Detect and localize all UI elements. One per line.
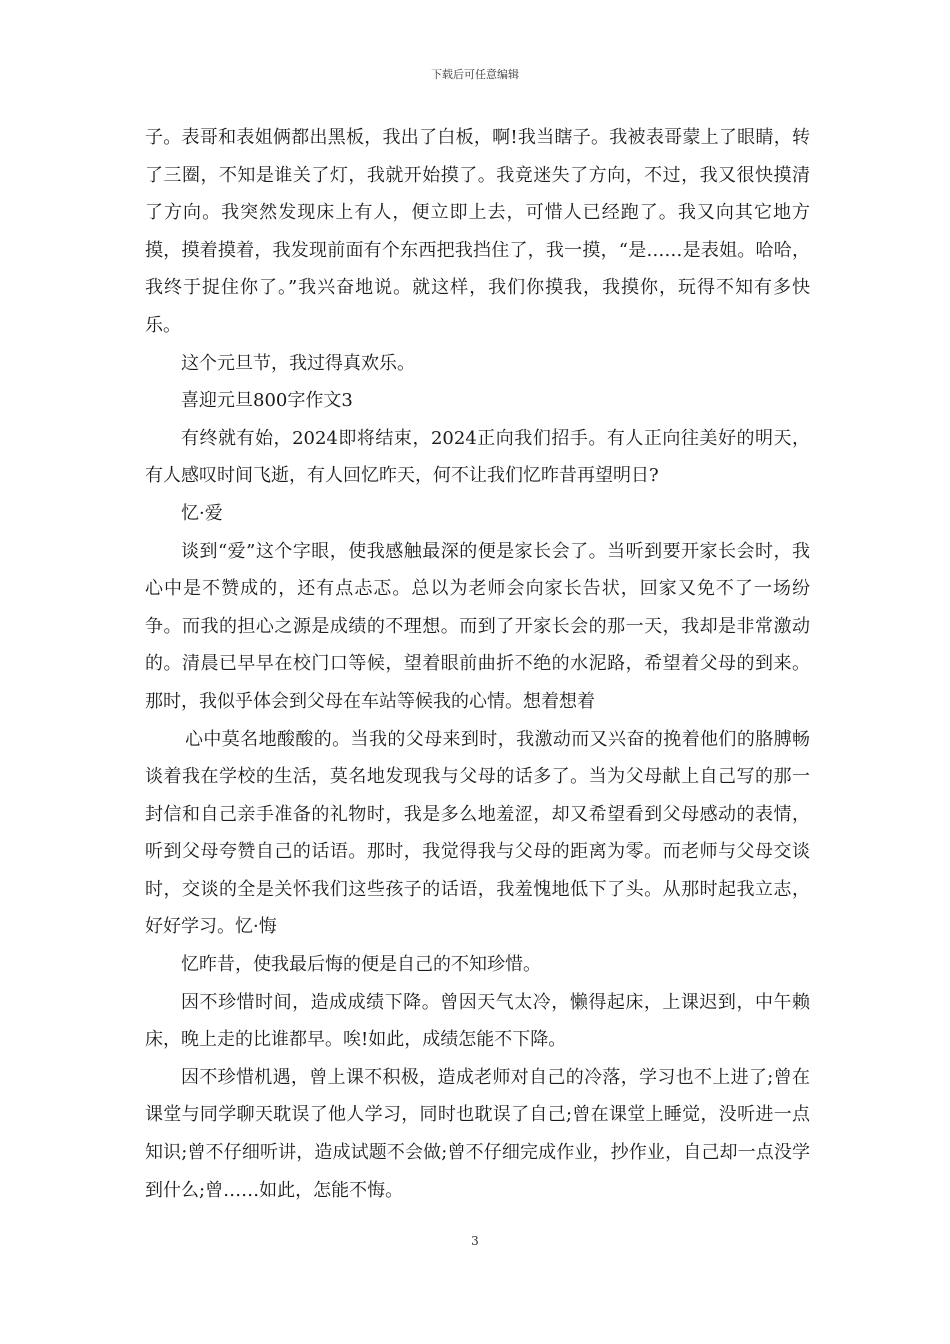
paragraph: 谈到“爱”这个字眼，使我感触最深的便是家长会了。当听到要开家长会时，我心中是不赞成的，还有点忐忑。总以为老师会向家长告状，回家又免不了一场纷争。而我的担心之源是成绩的不理想。而到了开家长会的那一天，我却是非常激动的。清晨已早早在校门口等候，望着眼前曲折不绝的水泥路，希望着父母的到来。那时，我似乎体会到父母在车站等候我的心情。想着想着	[145, 540, 810, 712]
page-header: 下载后可任意编辑	[431, 68, 519, 81]
page-number: 3	[471, 1234, 479, 1248]
document-body	[145, 119, 810, 1209]
paragraph: 子。表哥和表姐俩都出黑板，我出了白板，啊!我当瞎子。我被表哥蒙上了眼睛，转了三圈，不知是谁关了灯，我就开始摸了。我竟迷失了方向，不过，我又很快摸清了方向。我突然发现床上有人，便立即上去，可惜人已经跑了。我又向其它地方摸，摸着摸着，我发现前面有个东西把我挡住了，我一摸，“是……是表姐。哈哈，我终于捉住你了。”我兴奋地说。就这样，我们你摸我，我摸你，玩得不知有多快乐。	[145, 127, 810, 336]
section-title: 喜迎元旦800字作文3	[181, 390, 353, 412]
paragraph: 因不珍惜时间，造成成绩下降。曾因天气太冷，懒得起床，上课迟到，中午赖床，晚上走的比谁都早。唉!如此，成绩怎能不下降。	[145, 991, 810, 1051]
paragraph: 心中莫名地酸酸的。当我的父母来到时，我激动而又兴奋的挽着他们的胳膊畅谈着我在学校的生活，莫名地发现我与父母的话多了。当为父母献上自己写的那一封信和自己亲手准备的礼物时，我是多么地羞涩，却又希望看到父母感动的表情，听到父母夸赞自己的话语。那时，我觉得我与父母的距离为零。而老师与父母交谈时，交谈的全是关怀我们这些孩子的话语，我羞愧地低下了头。从那时起我立志，好好学习。忆·悔	[145, 728, 810, 938]
subheading: 忆·爱	[181, 502, 223, 524]
paragraph: 有终就有始，2024即将结束，2024正向我们招手。有人正向往美好的明天，有人感叹时间飞逝，有人回忆昨天，何不让我们忆昨昔再望明日?	[145, 427, 810, 487]
paragraph: 因不珍惜机遇，曾上课不积极，造成老师对自己的冷落，学习也不上进了;曾在课堂与同学聊天耽误了他人学习，同时也耽误了自己;曾在课堂上睡觉，没听进一点知识;曾不仔细听讲，造成试题不会做;曾不仔细完成作业，抄作业，自己却一点没学到什么;曾……如此，怎能不悔。	[145, 1066, 810, 1201]
paragraph: 这个元旦节，我过得真欢乐。	[181, 352, 415, 374]
paragraph: 忆昨昔，使我最后悔的便是自己的不知珍惜。	[181, 954, 541, 976]
